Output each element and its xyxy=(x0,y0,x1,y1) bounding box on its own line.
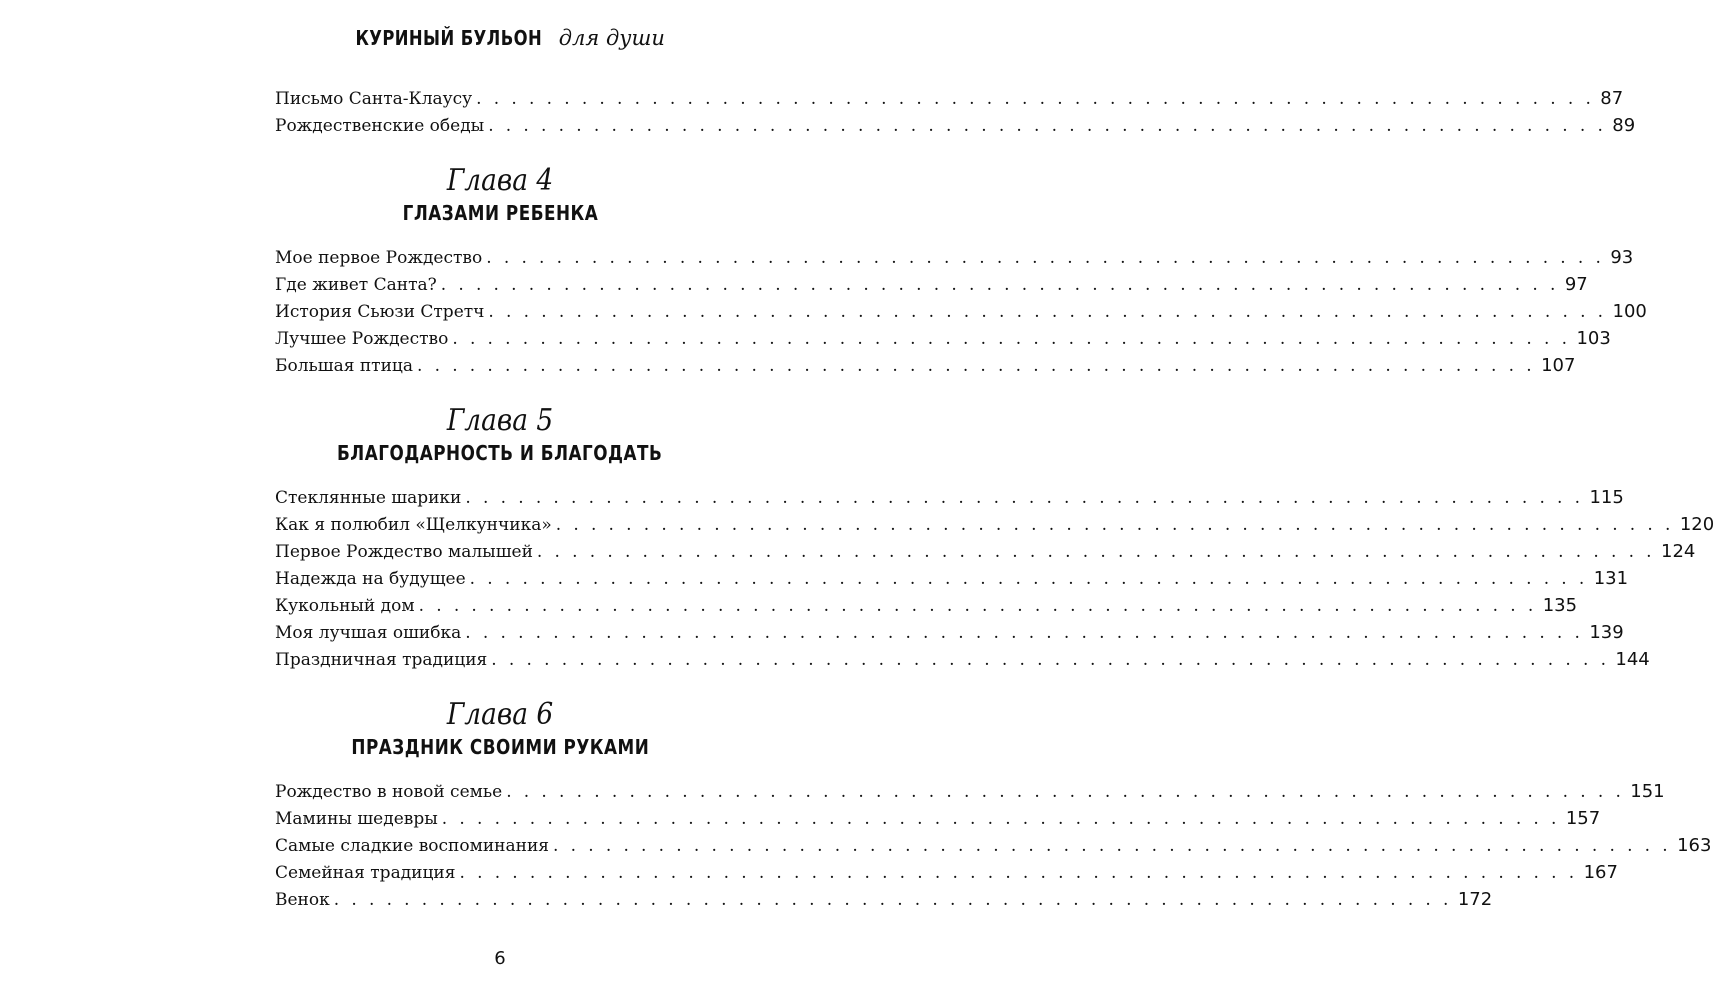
chapter-heading xyxy=(0,402,1000,466)
chapter-title: БЛАГОДАРНОСТЬ И БЛАГОДАТЬ xyxy=(337,441,663,465)
toc-entry-title: Венок xyxy=(275,890,330,910)
toc-entry-page: 89 xyxy=(1612,115,1636,136)
toc-entry-title: Лучшее Рождество xyxy=(275,329,449,349)
dot-leader: . . . . . . . . . . . . . . . . . . . . . . . . . . . . . . . . . . . . . . . . . . . . . . . . . . . . . . . . . . . . . . . . xyxy=(441,809,1560,829)
toc-section-chapter-4 xyxy=(275,244,1647,379)
toc-entry-title: Большая птица xyxy=(275,356,413,376)
dot-leader: . . . . . . . . . . . . . . . . . . . . . . . . . . . . . . . . . . . . . . . . . . . . . . . . . . . . . . . . . . . . . . . . xyxy=(469,569,1588,589)
chapter-heading xyxy=(0,162,1000,226)
toc-section-continued xyxy=(275,85,1636,139)
toc-entry[interactable] xyxy=(275,298,1647,325)
toc-entry-page: 167 xyxy=(1583,862,1618,883)
chapter-label: Глава 5 xyxy=(446,403,554,438)
toc-entry[interactable] xyxy=(275,592,1578,619)
toc-entry-page: 103 xyxy=(1576,328,1611,349)
toc-entry-page: 93 xyxy=(1610,247,1634,268)
toc-entry-title: Где живет Санта? xyxy=(275,275,437,295)
toc-entry[interactable] xyxy=(275,352,1576,379)
toc-entry-title: История Сьюзи Стретч xyxy=(275,302,485,322)
toc-entry-title: Первое Рождество малышей xyxy=(275,542,533,562)
toc-entry[interactable] xyxy=(275,619,1624,646)
toc-entry-page: 115 xyxy=(1589,487,1624,508)
toc-entry[interactable] xyxy=(275,538,1696,565)
toc-entry[interactable] xyxy=(275,778,1665,805)
toc-entry[interactable] xyxy=(275,565,1629,592)
dot-leader: . . . . . . . . . . . . . . . . . . . . . . . . . . . . . . . . . . . . . . . . . . . . . . . . . . . . . . . . . . . . . . . . xyxy=(476,89,1595,109)
dot-leader: . . . . . . . . . . . . . . . . . . . . . . . . . . . . . . . . . . . . . . . . . . . . . . . . . . . . . . . . . . . . . . . . xyxy=(553,836,1672,856)
toc-entry-page: 172 xyxy=(1457,889,1493,910)
chapter-label: Глава 6 xyxy=(446,697,554,732)
dot-leader: . . . . . . . . . . . . . . . . . . . . . . . . . . . . . . . . . . . . . . . . . . . . . . . . . . . . . . . . . . . . . . . . xyxy=(459,863,1578,883)
dot-leader: . . . . . . . . . . . . . . . . . . . . . . . . . . . . . . . . . . . . . . . . . . . . . . . . . . . . . . . . . . . . . . . . xyxy=(488,116,1607,136)
dot-leader: . . . . . . . . . . . . . . . . . . . . . . . . . . . . . . . . . . . . . . . . . . . . . . . . . . . . . . . . . . . . . . . . xyxy=(465,623,1584,643)
toc-entry-title: Мое первое Рождество xyxy=(275,248,483,268)
toc-entry[interactable] xyxy=(275,805,1601,832)
toc-entry-title: Рождественские обеды xyxy=(275,116,485,136)
running-header-title: КУРИНЫЙ БУЛЬОН xyxy=(355,26,543,50)
chapter-label: Глава 4 xyxy=(446,163,554,198)
page-number: 6 xyxy=(494,948,506,969)
toc-entry[interactable] xyxy=(275,484,1624,511)
toc-entry-title: Кукольный дом xyxy=(275,596,415,616)
toc-entry-title: Стеклянные шарики xyxy=(275,488,462,508)
toc-entry[interactable] xyxy=(275,325,1611,352)
toc-entry-page: 124 xyxy=(1661,541,1696,562)
toc-entry-page: 120 xyxy=(1679,514,1714,535)
toc-entry-title: Праздничная традиция xyxy=(275,650,488,670)
toc-entry-page: 131 xyxy=(1593,568,1629,589)
toc-entry[interactable] xyxy=(275,886,1493,913)
dot-leader: . . . . . . . . . . . . . . . . . . . . . . . . . . . . . . . . . . . . . . . . . . . . . . . . . . . . . . . . . . . . . . . . xyxy=(555,515,1674,535)
chapter-title: ПРАЗДНИК СВОИМИ РУКАМИ xyxy=(351,735,649,759)
toc-entry-page: 97 xyxy=(1564,274,1588,295)
running-header-subtitle: для души xyxy=(558,26,665,50)
chapter-heading xyxy=(0,696,1000,760)
toc-entry[interactable] xyxy=(275,646,1650,673)
toc-entry-page: 135 xyxy=(1542,595,1578,616)
toc-entry-title: Моя лучшая ошибка xyxy=(275,623,462,643)
toc-entry[interactable] xyxy=(275,85,1624,112)
toc-entry-title: Надежда на будущее xyxy=(275,569,466,589)
toc-entry[interactable] xyxy=(275,832,1712,859)
dot-leader: . . . . . . . . . . . . . . . . . . . . . . . . . . . . . . . . . . . . . . . . . . . . . . . . . . . . . . . . . . . . . . . . xyxy=(536,542,1655,562)
toc-section-chapter-5 xyxy=(275,484,1714,673)
chapter-title: ГЛАЗАМИ РЕБЕНКА xyxy=(402,201,598,225)
dot-leader: . . . . . . . . . . . . . . . . . . . . . . . . . . . . . . . . . . . . . . . . . . . . . . . . . . . . . . . . . . . . . . . . xyxy=(416,356,1536,376)
toc-entry-page: 157 xyxy=(1565,808,1601,829)
toc-entry-title: Рождество в новой семье xyxy=(275,782,503,802)
toc-entry-page: 144 xyxy=(1615,649,1650,670)
toc-entry-page: 107 xyxy=(1541,355,1576,376)
dot-leader: . . . . . . . . . . . . . . . . . . . . . . . . . . . . . . . . . . . . . . . . . . . . . . . . . . . . . . . . . . . . . . . . xyxy=(486,248,1605,268)
dot-leader: . . . . . . . . . . . . . . . . . . . . . . . . . . . . . . . . . . . . . . . . . . . . . . . . . . . . . . . . . . . . . . . . xyxy=(506,782,1625,802)
toc-section-chapter-6 xyxy=(275,778,1712,913)
toc-entry[interactable] xyxy=(275,271,1588,298)
toc-entry-title: Письмо Санта-Клаусу xyxy=(275,89,473,109)
toc-entry-page: 87 xyxy=(1600,88,1624,109)
running-header xyxy=(0,26,1000,50)
toc-entry-title: Как я полюбил «Щелкунчика» xyxy=(275,515,552,535)
dot-leader: . . . . . . . . . . . . . . . . . . . . . . . . . . . . . . . . . . . . . . . . . . . . . . . . . . . . . . . . . . . . . . . . xyxy=(465,488,1584,508)
dot-leader: . . . . . . . . . . . . . . . . . . . . . . . . . . . . . . . . . . . . . . . . . . . . . . . . . . . . . . . . . . . . . . . . xyxy=(440,275,1559,295)
toc-entry[interactable] xyxy=(275,511,1714,538)
dot-leader: . . . . . . . . . . . . . . . . . . . . . . . . . . . . . . . . . . . . . . . . . . . . . . . . . . . . . . . . . . . . . . . . xyxy=(333,890,1452,910)
dot-leader: . . . . . . . . . . . . . . . . . . . . . . . . . . . . . . . . . . . . . . . . . . . . . . . . . . . . . . . . . . . . . . . . xyxy=(488,302,1607,322)
toc-entry[interactable] xyxy=(275,244,1634,271)
toc-entry-page: 100 xyxy=(1612,301,1647,322)
toc-entry-title: Самые сладкие воспоминания xyxy=(275,836,550,856)
toc-entry-page: 139 xyxy=(1589,622,1624,643)
toc-entry-title: Семейная традиция xyxy=(275,863,456,883)
toc-entry-title: Мамины шедевры xyxy=(275,809,438,829)
toc-entry[interactable] xyxy=(275,112,1636,139)
toc-entry-page: 163 xyxy=(1677,835,1712,856)
dot-leader: . . . . . . . . . . . . . . . . . . . . . . . . . . . . . . . . . . . . . . . . . . . . . . . . . . . . . . . . . . . . . . . . xyxy=(418,596,1537,616)
toc-entry-page: 151 xyxy=(1630,781,1665,802)
toc-entry[interactable] xyxy=(275,859,1618,886)
dot-leader: . . . . . . . . . . . . . . . . . . . . . . . . . . . . . . . . . . . . . . . . . . . . . . . . . . . . . . . . . . . . . . . . xyxy=(452,329,1571,349)
dot-leader: . . . . . . . . . . . . . . . . . . . . . . . . . . . . . . . . . . . . . . . . . . . . . . . . . . . . . . . . . . . . . . . . xyxy=(491,650,1610,670)
